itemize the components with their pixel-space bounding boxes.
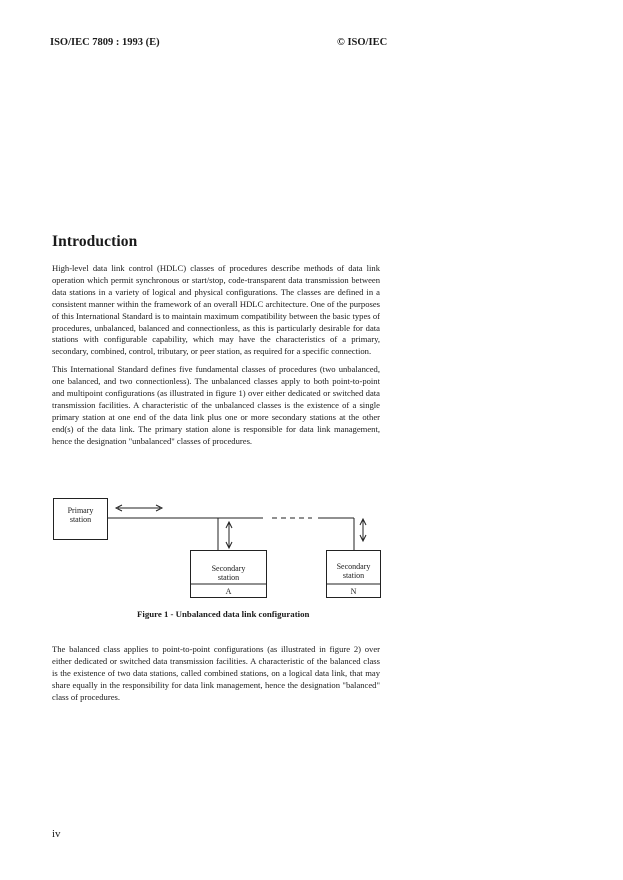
secondary-n-label-2: station [342, 571, 365, 580]
arrow-head-right [156, 505, 162, 511]
document-id: ISO/IEC 7809 : 1993 (E) [50, 37, 160, 48]
arrow-head-left [116, 505, 122, 511]
paragraph-2: This International Standard defines five fundamental classes of procedures (two unbalanced, one balanced, and two connectionless). The unbalanced classes apply to both point-to-point and multipoint configurations (as illustrated in figure 1) over either dedicated or switched data transmission facilities. A characteristic of the unbalanced classes is the existence of a single primary station at one end of the data link plus one or more secondary stations at the other end(s) of the data link. The primary station alone is responsible for data link management, hence the designation "unbalanced" classes of procedures. [52, 364, 380, 446]
paragraph-1: High-level data link control (HDLC) classes of procedures describe methods of data link operation which permit synchronous or start/stop, code-transparent data transmission between data stations in a variety of logical and physical configurations. The classes are defined in a consistent manner within the framework of an overall HDLC architecture. One of the purposes of this International Standard is to maintain maximum compatibility between the basic types of procedures, unbalanced, balanced and connectionless, as this is particularly desirable for data stations with configurable capability, which may have the characteristics of a primary, secondary, combined, control, tributary, or peer station, as required for a specific connection. [52, 263, 380, 357]
secondary-station-n-box [326, 550, 381, 598]
page-number: iv [52, 828, 61, 840]
section-title: Introduction [52, 233, 138, 250]
copyright-notice: © ISO/IEC [337, 37, 388, 48]
body-text-top [52, 263, 380, 454]
primary-station-label-2: station [69, 515, 92, 524]
primary-station-box [53, 498, 108, 540]
paragraph-3: The balanced class applies to point-to-point configurations (as illustrated in figure 2) over either dedicated or switched data transmission facilities. A characteristic of the balanced class is the existence of two data stations, called combined stations, on a logical data link, that may share equally in the responsibility for data link management, hence the designation "balanced" class of procedures. [52, 644, 380, 702]
secondary-n-label-1: Secondary [336, 562, 371, 571]
vertical-arrow-n-up [360, 519, 366, 525]
figure-caption: Figure 1 - Unbalanced data link configuration [137, 609, 310, 619]
secondary-a-id: A [225, 587, 232, 596]
vertical-arrow-a-up [226, 522, 232, 528]
primary-station-label-1: Primary [67, 506, 94, 515]
body-text-bottom [52, 644, 380, 710]
secondary-station-a-box [190, 550, 267, 598]
vertical-arrow-a-down [226, 542, 232, 548]
secondary-a-label-1: Secondary [211, 564, 246, 573]
secondary-a-label-2: station [217, 573, 240, 582]
vertical-arrow-n-down [360, 535, 366, 541]
secondary-n-id: N [350, 587, 357, 596]
